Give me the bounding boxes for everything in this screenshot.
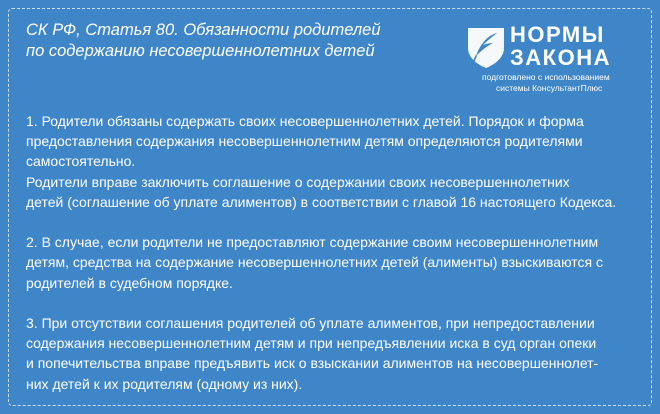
text-line: и попечительства вправе предъявить иск о взыскании алиментов на несовершеннолет-	[26, 355, 599, 372]
text-line: детям, средства на содержание несовершеннолетних детей (алименты) взыскиваются с	[26, 254, 604, 271]
logo-wordmark-line2: ЗАКОНА	[510, 45, 611, 70]
text-line: них детей к их родителям (одному из них).	[26, 375, 303, 392]
paragraph-gap	[26, 293, 638, 313]
text-line: 3. При отсутствии соглашения родителей об уплате алиментов, при непредоставлении	[26, 315, 595, 331]
text-line: самостоятельно.	[26, 153, 136, 170]
text-line: 2. В случае, если родители не предоставляют содержание своим несовершеннолетним	[26, 234, 599, 251]
text-line: содержания несовершеннолетним детям и при непредъявлении иска в суд орган опеки	[26, 335, 597, 352]
article-title-line: СК РФ, Статья 80. Обязанности родителей	[26, 21, 381, 39]
logo-subtitle-line1: подготовлено с использованием	[482, 72, 610, 82]
logo-subtitle-line2: системы КонсультантПлюс	[496, 83, 603, 93]
paragraph-2	[26, 232, 638, 293]
article-body	[26, 111, 638, 394]
paragraph-1	[26, 111, 638, 212]
text-line: детей (соглашение об уплате алиментов) в соответствии с главой 16 настоящего Кодекса.	[26, 193, 617, 210]
text-line: родителей в судебном порядке.	[26, 274, 233, 291]
quill-shield-icon	[462, 22, 510, 70]
paragraph-3	[26, 313, 638, 394]
brand-logo	[462, 22, 642, 92]
text-line: Родители вправе заключить соглашение о содержании своих несовершеннолетних	[26, 173, 570, 190]
logo-wordmark-line1: НОРМЫ	[510, 22, 605, 47]
text-line: предоставления содержания несовершеннолетним детям определяются родителями	[26, 133, 583, 150]
article-title-line: по содержанию несовершеннолетних детей	[26, 42, 375, 60]
text-line: 1. Родители обязаны содержать своих несовершеннолетних детей. Порядок и форма	[26, 113, 584, 129]
article-title	[26, 20, 426, 62]
paragraph-gap	[26, 212, 638, 232]
